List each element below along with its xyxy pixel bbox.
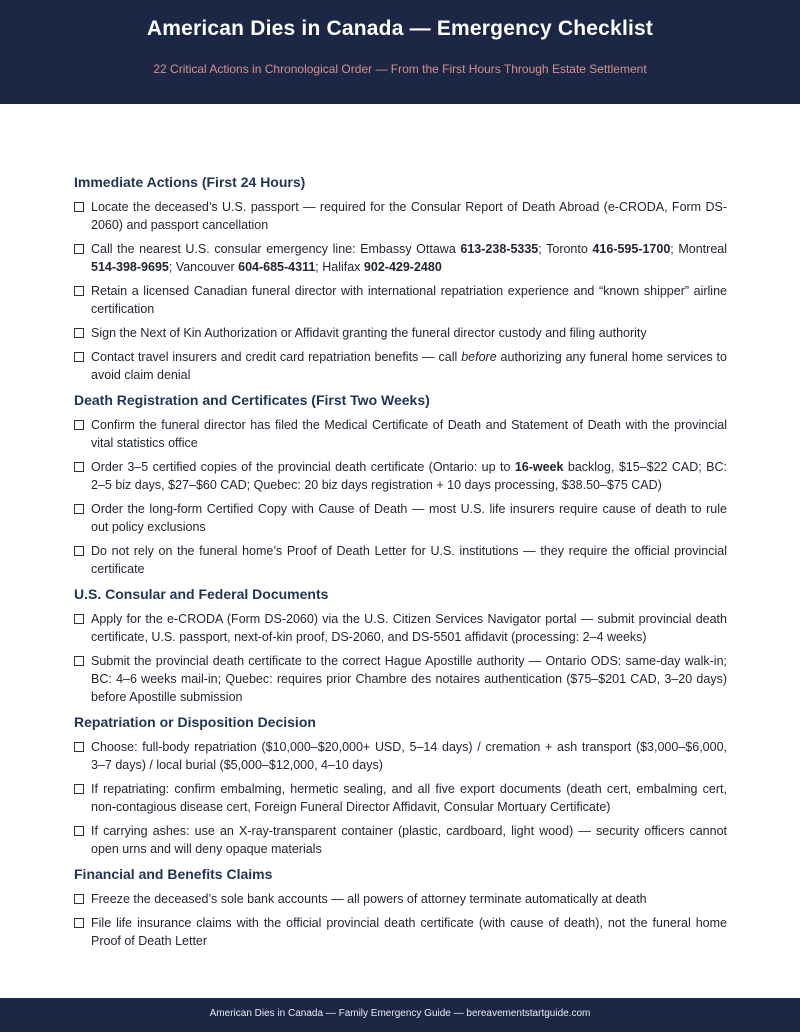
section-title: U.S. Consular and Federal Documents xyxy=(74,586,329,602)
bold-run: 514-398-9695 xyxy=(91,260,169,274)
text-run: ; Toronto xyxy=(538,242,593,256)
checklist xyxy=(74,172,727,956)
checklist-item-text xyxy=(91,284,727,316)
checklist-item xyxy=(74,198,727,234)
checkbox-icon[interactable] xyxy=(74,286,84,296)
text-run: File life insurance claims with the official provincial death certificate (with cause of death), not the funeral home Proof of Death Letter xyxy=(91,916,727,948)
text-run: Apply for the e-CRODA (Form DS-2060) via the U.S. Citizen Services Navigator portal — submit provincial death certificate, U.S. passport, next-of-kin proof, DS-2060, and DS-5501 affidavit (processing: 2–4 weeks) xyxy=(91,612,727,644)
checklist-item xyxy=(74,416,727,452)
checklist-item xyxy=(74,610,727,646)
checklist-item xyxy=(74,780,727,816)
page-title: American Dies in Canada — Emergency Checklist xyxy=(146,17,654,40)
text-run: Choose: full-body repatriation ($10,000–$20,000+ USD, 5–14 days) / cremation + ash transport ($3,000–$6,000, 3–7 days) / local burial ($5,000–$12,000, 4–10 days) xyxy=(91,740,727,772)
checklist-item-text xyxy=(91,460,727,492)
checklist-item-text xyxy=(91,200,727,232)
text-run: ; Vancouver xyxy=(168,260,239,274)
section-title: Repatriation or Disposition Decision xyxy=(74,714,316,730)
checklist-item xyxy=(74,652,727,706)
page-subtitle: 22 Critical Actions in Chronological Order — From the First Hours Through Estate Settlement xyxy=(153,62,647,76)
checklist-item-text xyxy=(91,782,727,814)
checklist-item xyxy=(74,458,727,494)
checklist-item-text xyxy=(91,740,727,772)
checklist-item xyxy=(74,738,727,774)
checklist-item xyxy=(74,542,727,578)
text-run: authorizing any funeral home services to avoid claim denial xyxy=(91,350,727,382)
checkbox-icon[interactable] xyxy=(74,328,84,338)
checklist-section xyxy=(74,172,727,384)
checklist-item-text xyxy=(91,654,727,704)
checklist-item-text xyxy=(91,350,727,382)
section-title: Immediate Actions (First 24 Hours) xyxy=(74,174,306,190)
checkbox-icon[interactable] xyxy=(74,352,84,362)
page-footer xyxy=(0,998,800,1032)
checklist-item xyxy=(74,348,727,384)
text-run: Order the long-form Certified Copy with Cause of Death — most U.S. life insurers require cause of death to rule out policy exclusions xyxy=(91,502,727,534)
checklist-item-text xyxy=(91,824,727,856)
text-run: Contact travel insurers and credit card repatriation benefits — call xyxy=(91,350,462,364)
checklist-section xyxy=(74,390,727,578)
text-run: Locate the deceased’s U.S. passport — required for the Consular Report of Death Abroad (e-CRODA, Form DS-2060) and passport cancellation xyxy=(91,200,727,232)
checklist-item xyxy=(74,914,727,950)
text-run: ; Halifax xyxy=(315,260,364,274)
checklist-item xyxy=(74,822,727,858)
section-title: Financial and Benefits Claims xyxy=(74,866,273,882)
checklist-item-text xyxy=(91,418,727,450)
checklist-item xyxy=(74,282,727,318)
checkbox-icon[interactable] xyxy=(74,420,84,430)
checklist-section xyxy=(74,584,727,706)
checkbox-icon[interactable] xyxy=(74,614,84,624)
text-run: Order 3–5 certified copies of the provincial death certificate (Ontario: up to xyxy=(91,460,515,474)
checklist-item-text xyxy=(91,544,727,576)
checkbox-icon[interactable] xyxy=(74,894,84,904)
checkbox-icon[interactable] xyxy=(74,244,84,254)
text-run: ; Montreal xyxy=(670,242,727,256)
text-run: Do not rely on the funeral home’s Proof of Death Letter for U.S. institutions — they require the official provincial certificate xyxy=(91,544,727,576)
checklist-item xyxy=(74,890,727,908)
checklist-item-text xyxy=(91,892,647,906)
text-run: Call the nearest U.S. consular emergency line: Embassy Ottawa xyxy=(91,242,461,256)
checklist-section xyxy=(74,712,727,858)
italic-run: before xyxy=(461,350,497,364)
checkbox-icon[interactable] xyxy=(74,656,84,666)
checkbox-icon[interactable] xyxy=(74,462,84,472)
text-run: Submit the provincial death certificate to the correct Hague Apostille authority — Ontario ODS: same-day walk-in; BC: 4–6 weeks mail-in; Quebec: requires prior Chambre des notaires authentication ($75–$201 CAD, 3–20 days) before Apostille submission xyxy=(91,654,727,704)
checklist-item-text xyxy=(91,502,727,534)
text-run: If repatriating: confirm embalming, hermetic sealing, and all five export documents (death cert, embalming cert, non-contagious disease cert, Foreign Funeral Director Affidavit, Consular Mortuary Certificate) xyxy=(91,782,727,814)
bold-run: 604-685-4311 xyxy=(238,260,316,274)
checkbox-icon[interactable] xyxy=(74,918,84,928)
page-header xyxy=(0,0,800,104)
footer-text: American Dies in Canada — Family Emergency Guide — bereavementstartguide.com xyxy=(209,1008,591,1019)
bold-run: 613-238-5335 xyxy=(460,242,539,256)
checkbox-icon[interactable] xyxy=(74,546,84,556)
bold-run: 416-595-1700 xyxy=(592,242,671,256)
text-run: If carrying ashes: use an X-ray-transparent container (plastic, cardboard, light wood) — security officers cannot open urns and will deny opaque materials xyxy=(91,824,727,856)
checkbox-icon[interactable] xyxy=(74,504,84,514)
bold-run: 902-429-2480 xyxy=(363,260,442,274)
checkbox-icon[interactable] xyxy=(74,826,84,836)
checklist-section xyxy=(74,864,727,950)
checklist-item xyxy=(74,240,727,276)
bold-run: 16-week xyxy=(514,460,564,474)
checklist-item xyxy=(74,324,727,342)
checklist-item-text xyxy=(91,612,727,644)
checkbox-icon[interactable] xyxy=(74,742,84,752)
text-run: Confirm the funeral director has filed the Medical Certificate of Death and Statement of Death with the provincial vital statistics office xyxy=(91,418,727,450)
text-run: Retain a licensed Canadian funeral director with international repatriation experience and “known shipper” airline certification xyxy=(91,284,727,316)
text-run: backlog, $15–$22 CAD; BC: 2–5 biz days, $27–$60 CAD; Quebec: 20 biz days registration + 10 days processing, $38.50–$75 CAD) xyxy=(91,460,727,492)
text-run: Freeze the deceased’s sole bank accounts — all powers of attorney terminate automatically at death xyxy=(91,892,647,906)
checkbox-icon[interactable] xyxy=(74,202,84,212)
checklist-item-text xyxy=(91,242,727,274)
checklist-item xyxy=(74,500,727,536)
section-title: Death Registration and Certificates (First Two Weeks) xyxy=(74,392,430,408)
checkbox-icon[interactable] xyxy=(74,784,84,794)
checklist-item-text xyxy=(91,326,647,340)
text-run: Sign the Next of Kin Authorization or Affidavit granting the funeral director custody and filing authority xyxy=(91,326,647,340)
checklist-item-text xyxy=(91,916,727,948)
